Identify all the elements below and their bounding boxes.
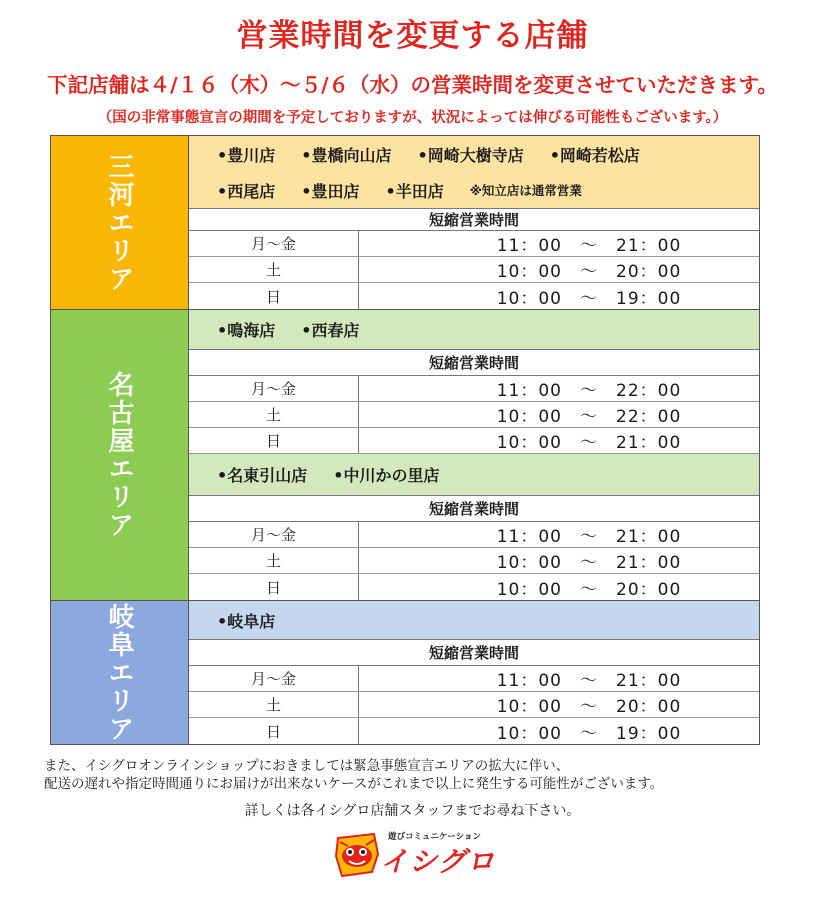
hours-header: 短縮営業時間 xyxy=(189,640,759,666)
hours-row: 月～金 11：00 ～ 21：00 xyxy=(189,231,759,257)
exception-note: ※知立店は通常営業 xyxy=(469,183,582,198)
hours-row: 日 10：00 ～ 19：00 xyxy=(189,718,759,744)
store-list-nagoya-1: •鳴海店 •西春店 xyxy=(189,310,759,350)
page-title: 営業時間を変更する店舗 xyxy=(236,18,589,54)
logo-tagline: 遊びコミュニケーション xyxy=(388,832,481,842)
hours-row: 土 10：00 ～ 21：00 xyxy=(189,548,759,574)
hours-header: 短縮営業時間 xyxy=(189,496,759,522)
ishiguro-logo xyxy=(334,830,494,876)
logo-wordmark: イシグロ xyxy=(380,845,496,878)
hours-row: 月～金 11：00 ～ 21：00 xyxy=(189,522,759,548)
hours-row: 月～金 11：00 ～ 21：00 xyxy=(189,666,759,692)
store-list-nagoya-2: •名東引山店 •中川かの里店 xyxy=(189,454,759,496)
store-hours-table xyxy=(50,135,760,745)
hours-row: 土 10：00 ～ 20：00 xyxy=(189,257,759,283)
hours-row: 日 10：00 ～ 20：00 xyxy=(189,574,759,600)
area-label-nagoya: 名古屋エリア xyxy=(51,310,189,600)
hours-header: 短縮営業時間 xyxy=(189,350,759,376)
hours-header: 短縮営業時間 xyxy=(189,209,759,231)
hours-row: 土 10：00 ～ 20：00 xyxy=(189,692,759,718)
hours-row: 月～金 11：00 ～ 22：00 xyxy=(189,376,759,402)
period-notice: 下記店舗は４/１６（木）～５/６（水）の営業時間を変更させていただきます。 xyxy=(47,73,778,97)
hours-row: 土 10：00 ～ 22：00 xyxy=(189,402,759,428)
store-list-gifu: •岐阜店 xyxy=(189,601,759,640)
area-label-mikawa: 三河エリア xyxy=(51,136,189,309)
hours-row: 日 10：00 ～ 21：00 xyxy=(189,428,759,454)
contact-notice: 詳しくは各イシグロ店舗スタッフまでお尋ね下さい。 xyxy=(244,803,581,819)
period-caveat: （国の非常事態宣言の期間を予定しておりますが、状況によっては伸びる可能性もございます。） xyxy=(97,110,728,126)
store-list-mikawa-1: •豊川店 •豊橋向山店 •岡崎大樹寺店 •岡崎若松店 xyxy=(189,136,759,172)
fishing-mascot-icon xyxy=(334,832,382,878)
store-list-mikawa-2: •西尾店 •豊田店 •半田店 ※知立店は通常営業 xyxy=(189,172,759,209)
hours-row: 日 10：00 ～ 19：00 xyxy=(189,283,759,309)
area-label-gifu: 岐阜エリア xyxy=(51,601,189,744)
online-shop-notice: また、イシグロオンラインショップにおきましては緊急事態宣言エリアの拡大に伴い、 配送の遅れや指定時間通りにお届けが出来ないケースがこれまで以上に発生する可能性がございます。 xyxy=(44,758,664,792)
